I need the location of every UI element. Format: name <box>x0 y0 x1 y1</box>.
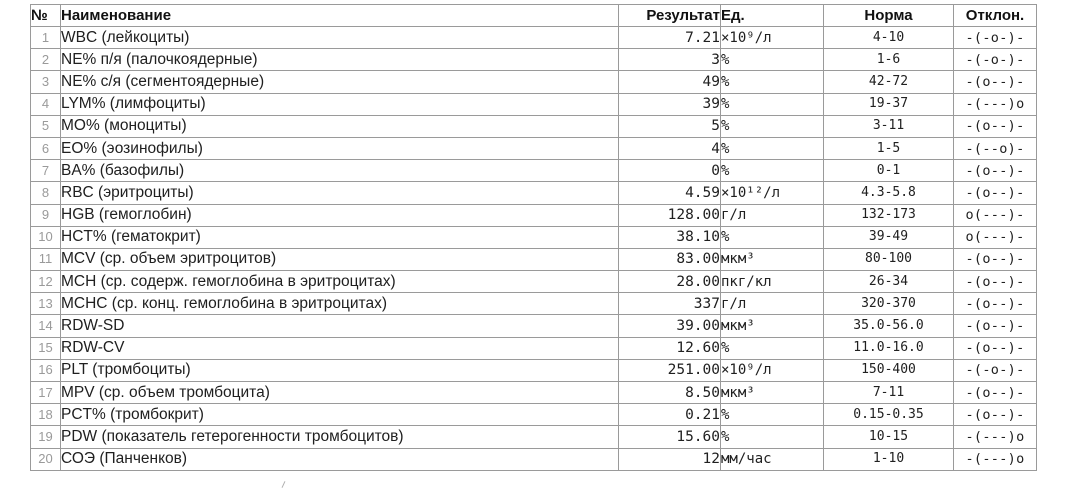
column-header-name: Наименование <box>61 5 619 27</box>
table-row <box>31 404 1037 426</box>
deviation-indicator: -(-о-)- <box>954 27 1037 49</box>
row-number: 15 <box>31 337 61 359</box>
table-row <box>31 115 1037 137</box>
deviation-indicator: -(-о-)- <box>954 359 1037 381</box>
test-name: PLT (тромбоциты) <box>61 359 619 381</box>
reference-range: 42-72 <box>824 71 954 93</box>
row-number: 18 <box>31 404 61 426</box>
unit: % <box>721 426 824 448</box>
reference-range: 0.15-0.35 <box>824 404 954 426</box>
table-row <box>31 204 1037 226</box>
result-value: 12.60 <box>619 337 721 359</box>
test-name: СОЭ (Панченков) <box>61 448 619 470</box>
unit: ×10⁹/л <box>721 27 824 49</box>
reference-range: 4.3-5.8 <box>824 182 954 204</box>
row-number: 5 <box>31 115 61 137</box>
blood-test-results-table <box>30 4 1037 471</box>
test-name: HCT% (гематокрит) <box>61 226 619 248</box>
table-row <box>31 93 1037 115</box>
result-value: 12 <box>619 448 721 470</box>
deviation-indicator: -(о--)- <box>954 382 1037 404</box>
test-name: MCV (ср. объем эритроцитов) <box>61 248 619 270</box>
table-row <box>31 271 1037 293</box>
table-row <box>31 337 1037 359</box>
table-row <box>31 359 1037 381</box>
unit: % <box>721 49 824 71</box>
deviation-indicator: -(---)о <box>954 448 1037 470</box>
reference-range: 10-15 <box>824 426 954 448</box>
table-row <box>31 293 1037 315</box>
table-row <box>31 71 1037 93</box>
unit: ×10¹²/л <box>721 182 824 204</box>
unit: г/л <box>721 204 824 226</box>
result-value: 251.00 <box>619 359 721 381</box>
reference-range: 80-100 <box>824 248 954 270</box>
result-value: 0 <box>619 160 721 182</box>
column-header-result: Результат <box>619 5 721 27</box>
unit: % <box>721 160 824 182</box>
table-row <box>31 426 1037 448</box>
deviation-indicator: -(о--)- <box>954 160 1037 182</box>
result-value: 128.00 <box>619 204 721 226</box>
test-name: RDW-CV <box>61 337 619 359</box>
result-value: 15.60 <box>619 426 721 448</box>
result-value: 3 <box>619 49 721 71</box>
test-name: PDW (показатель гетерогенности тромбоцитов) <box>61 426 619 448</box>
unit: мм/час <box>721 448 824 470</box>
deviation-indicator: -(о--)- <box>954 271 1037 293</box>
test-name: RDW-SD <box>61 315 619 337</box>
test-name: MCH (ср. содерж. гемоглобина в эритроцитах) <box>61 271 619 293</box>
test-name: BA% (базофилы) <box>61 160 619 182</box>
row-number: 16 <box>31 359 61 381</box>
test-name: MPV (ср. объем тромбоцита) <box>61 382 619 404</box>
result-value: 4 <box>619 137 721 159</box>
row-number: 13 <box>31 293 61 315</box>
result-value: 38.10 <box>619 226 721 248</box>
row-number: 2 <box>31 49 61 71</box>
deviation-indicator: -(---)о <box>954 426 1037 448</box>
reference-range: 1-6 <box>824 49 954 71</box>
result-value: 39.00 <box>619 315 721 337</box>
row-number: 4 <box>31 93 61 115</box>
test-name: NE% п/я (палочкоядерные) <box>61 49 619 71</box>
result-value: 83.00 <box>619 248 721 270</box>
unit: ×10⁹/л <box>721 359 824 381</box>
row-number: 19 <box>31 426 61 448</box>
reference-range: 1-5 <box>824 137 954 159</box>
unit: пкг/кл <box>721 271 824 293</box>
unit: % <box>721 404 824 426</box>
result-value: 49 <box>619 71 721 93</box>
test-name: EO% (эозинофилы) <box>61 137 619 159</box>
test-name: MCHC (ср. конц. гемоглобина в эритроцитах) <box>61 293 619 315</box>
deviation-indicator: -(---)о <box>954 93 1037 115</box>
deviation-indicator: -(о--)- <box>954 337 1037 359</box>
row-number: 20 <box>31 448 61 470</box>
deviation-indicator: -(о--)- <box>954 71 1037 93</box>
reference-range: 39-49 <box>824 226 954 248</box>
result-value: 7.21 <box>619 27 721 49</box>
table-row <box>31 382 1037 404</box>
reference-range: 132-173 <box>824 204 954 226</box>
table-row <box>31 137 1037 159</box>
table-row <box>31 27 1037 49</box>
result-value: 0.21 <box>619 404 721 426</box>
unit: % <box>721 71 824 93</box>
test-name: HGB (гемоглобин) <box>61 204 619 226</box>
unit: % <box>721 226 824 248</box>
result-value: 39 <box>619 93 721 115</box>
table-row <box>31 226 1037 248</box>
test-name: NE% с/я (сегментоядерные) <box>61 71 619 93</box>
test-name: MO% (моноциты) <box>61 115 619 137</box>
deviation-indicator: -(о--)- <box>954 115 1037 137</box>
result-value: 28.00 <box>619 271 721 293</box>
table-header <box>31 5 1037 27</box>
pen-mark <box>282 481 286 488</box>
reference-range: 3-11 <box>824 115 954 137</box>
unit: г/л <box>721 293 824 315</box>
row-number: 10 <box>31 226 61 248</box>
column-header-deviation: Отклон. <box>954 5 1037 27</box>
test-name: RBC (эритроциты) <box>61 182 619 204</box>
deviation-indicator: -(о--)- <box>954 404 1037 426</box>
reference-range: 11.0-16.0 <box>824 337 954 359</box>
column-header-norm: Норма <box>824 5 954 27</box>
table-row <box>31 448 1037 470</box>
table-row <box>31 248 1037 270</box>
reference-range: 320-370 <box>824 293 954 315</box>
deviation-indicator: -(--о)- <box>954 137 1037 159</box>
result-value: 337 <box>619 293 721 315</box>
row-number: 17 <box>31 382 61 404</box>
deviation-indicator: -(о--)- <box>954 182 1037 204</box>
table-body <box>31 27 1037 471</box>
unit: % <box>721 337 824 359</box>
row-number: 6 <box>31 137 61 159</box>
deviation-indicator: -(о--)- <box>954 293 1037 315</box>
row-number: 8 <box>31 182 61 204</box>
deviation-indicator: -(о--)- <box>954 315 1037 337</box>
row-number: 3 <box>31 71 61 93</box>
table-row <box>31 182 1037 204</box>
reference-range: 150-400 <box>824 359 954 381</box>
test-name: LYM% (лимфоциты) <box>61 93 619 115</box>
deviation-indicator: о(---)- <box>954 226 1037 248</box>
deviation-indicator: -(о--)- <box>954 248 1037 270</box>
reference-range: 4-10 <box>824 27 954 49</box>
unit: мкм³ <box>721 382 824 404</box>
row-number: 12 <box>31 271 61 293</box>
result-value: 8.50 <box>619 382 721 404</box>
unit: % <box>721 137 824 159</box>
unit: мкм³ <box>721 248 824 270</box>
reference-range: 19-37 <box>824 93 954 115</box>
unit: мкм³ <box>721 315 824 337</box>
test-name: WBC (лейкоциты) <box>61 27 619 49</box>
reference-range: 26-34 <box>824 271 954 293</box>
result-value: 4.59 <box>619 182 721 204</box>
deviation-indicator: о(---)- <box>954 204 1037 226</box>
table-row <box>31 315 1037 337</box>
row-number: 7 <box>31 160 61 182</box>
column-header-unit: Ед. <box>721 5 824 27</box>
row-number: 1 <box>31 27 61 49</box>
deviation-indicator: -(-о-)- <box>954 49 1037 71</box>
table-row <box>31 49 1037 71</box>
test-name: PCT% (тромбокрит) <box>61 404 619 426</box>
row-number: 9 <box>31 204 61 226</box>
header-row <box>31 5 1037 27</box>
row-number: 14 <box>31 315 61 337</box>
reference-range: 0-1 <box>824 160 954 182</box>
unit: % <box>721 93 824 115</box>
reference-range: 35.0-56.0 <box>824 315 954 337</box>
unit: % <box>721 115 824 137</box>
column-header-number: № <box>31 5 61 27</box>
row-number: 11 <box>31 248 61 270</box>
table-row <box>31 160 1037 182</box>
result-value: 5 <box>619 115 721 137</box>
reference-range: 7-11 <box>824 382 954 404</box>
reference-range: 1-10 <box>824 448 954 470</box>
